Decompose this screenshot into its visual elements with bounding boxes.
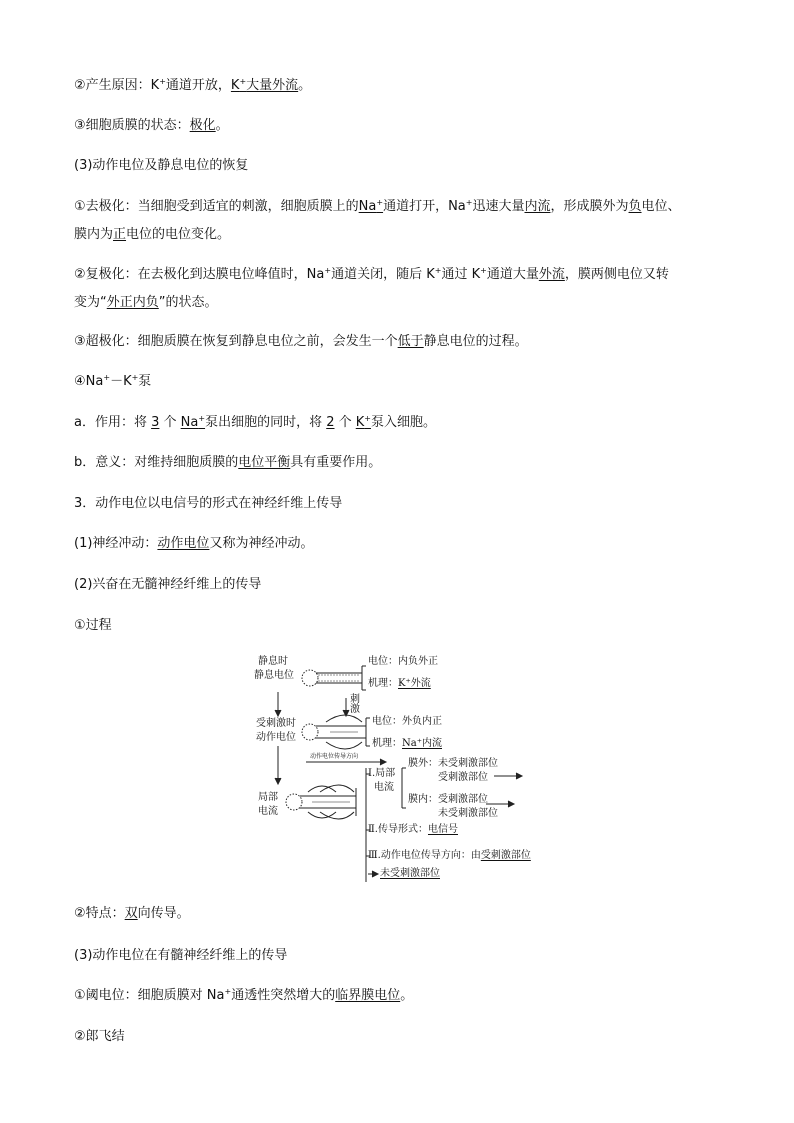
text: ②郎飞结	[74, 1029, 125, 1044]
answer: 电信号	[427, 824, 458, 835]
answer-underline	[181, 415, 205, 430]
answer: K	[230, 78, 240, 93]
text: 泵	[138, 374, 152, 389]
text: 变为“	[74, 295, 107, 310]
text: (3)动作电位及静息电位的恢复	[74, 158, 249, 173]
answer: Na⁺内流	[402, 738, 442, 749]
text: 通透性突然增大的	[231, 988, 336, 1003]
text-line-pump-function	[74, 415, 436, 431]
label-act-mechanism	[372, 738, 442, 750]
label-rest-potential-state: 电位：内负外正	[368, 656, 438, 667]
text: ①去极化：当细胞受到适宜的刺激，细胞质膜上的	[74, 199, 359, 214]
label-i: Ⅰ.局部	[368, 768, 396, 779]
superscript: +	[480, 266, 487, 275]
text: 。	[400, 988, 414, 1003]
superscript: +	[364, 414, 371, 423]
text: 电位的电位变化。	[126, 227, 231, 242]
arrow-head	[275, 710, 281, 716]
text: 泵入细胞。	[370, 415, 436, 430]
answer: 双	[124, 906, 138, 921]
section-heading-recovery	[74, 158, 248, 174]
section-heading-myelinated	[74, 948, 287, 964]
label-action-potential: 动作电位	[256, 732, 296, 743]
text: 通过 K	[441, 267, 481, 282]
answer: 极化	[189, 118, 216, 133]
local-current-fiber	[286, 785, 356, 819]
text: ”的状态。	[158, 295, 218, 310]
answer: Na	[180, 415, 199, 430]
answer: 电位平衡	[238, 455, 291, 470]
stimulated-fiber	[302, 715, 370, 749]
text-line-repolarization	[74, 267, 669, 283]
answer: 负	[628, 199, 642, 214]
text: b．意义：对维持细胞质膜的	[74, 455, 239, 470]
answer: 动作电位	[157, 536, 210, 551]
answer-underline	[356, 415, 371, 430]
answer: Na	[358, 199, 377, 214]
text: (3)动作电位在有髓神经纤维上的传导	[74, 948, 288, 963]
text: 个	[334, 415, 356, 430]
label-stimulated: 受刺激时	[256, 718, 296, 729]
answer: 3	[151, 415, 160, 430]
label-direction: 动作电位传导方向	[310, 753, 359, 760]
text: 向传导。	[137, 906, 190, 921]
superscript: +	[376, 198, 384, 207]
superscript: +	[159, 77, 166, 86]
text: 通道大量	[486, 267, 539, 282]
conduction-diagram	[250, 652, 550, 884]
text: 机理：	[368, 678, 398, 689]
text: 具有重要作用。	[290, 455, 382, 470]
text: 。	[298, 78, 312, 93]
answer: 2	[326, 415, 335, 430]
label-local-2: 电流	[258, 806, 278, 817]
text: 膜内为	[74, 227, 114, 242]
text: ①阈电位：细胞质膜对 Na	[74, 988, 225, 1003]
text: Ⅱ.传导形式：	[368, 824, 428, 835]
text: ①过程	[74, 618, 112, 633]
label-resting: 静息时	[258, 656, 288, 667]
text: 迅速大量	[472, 199, 525, 214]
text: ③细胞质膜的状态：	[74, 118, 190, 133]
text: 又称为神经冲动。	[209, 536, 314, 551]
section-heading-conduction	[74, 496, 342, 512]
text-line-depolarization	[74, 199, 681, 215]
answer: 正	[113, 227, 127, 242]
arrow-head	[380, 759, 386, 765]
text: a．作用：将	[74, 415, 152, 430]
text-line-pump-meaning	[74, 455, 381, 471]
text-line-depolarization-cont	[74, 227, 230, 243]
text-line-pump	[74, 374, 151, 390]
text: ②特点：	[74, 906, 125, 921]
label-resting-potential: 静息电位	[254, 670, 294, 681]
text: Ⅲ.动作电位传导方向：由	[368, 850, 481, 861]
text: ②产生原因：K	[74, 78, 160, 93]
label-iii-2	[380, 868, 440, 880]
label-local-1: 局部	[258, 792, 278, 803]
superscript: +	[239, 77, 247, 86]
superscript: +	[324, 266, 332, 275]
text: 3．动作电位以电信号的形式在神经纤维上传导	[74, 496, 343, 511]
text-line-hyperpolarization	[74, 334, 528, 350]
answer: K⁺外流	[398, 678, 431, 689]
text: 。	[215, 118, 229, 133]
answer: 大量外流	[246, 78, 299, 93]
text: ③超极化：细胞质膜在恢复到静息电位之前，会发生一个	[74, 334, 398, 349]
answer-underline	[231, 78, 298, 93]
label-in-1: 膜内：受刺激部位	[408, 794, 488, 805]
text-line-threshold	[74, 988, 413, 1004]
answer: 未受刺激部位	[380, 868, 440, 879]
text-line-repolarization-cont	[74, 295, 218, 311]
answer-underline	[359, 199, 383, 214]
label-ii	[368, 824, 458, 836]
text: ，膜两侧电位又转	[564, 267, 669, 282]
superscript: +	[198, 414, 206, 423]
answer: K	[355, 415, 365, 430]
label-act-potential-state: 电位：外负内正	[372, 716, 442, 727]
text: 通道开放，	[165, 78, 231, 93]
resting-fiber	[302, 666, 366, 690]
text: (1)神经冲动：	[74, 536, 158, 551]
arrow-head	[275, 778, 281, 784]
text: 个	[159, 415, 181, 430]
superscript: +	[224, 987, 232, 996]
text-line-feature	[74, 906, 190, 922]
answer: 外流	[538, 267, 565, 282]
text-line-ranvier	[74, 1029, 125, 1045]
text-line-nerve-impulse	[74, 536, 313, 552]
text: －K	[110, 374, 132, 389]
text-line-membrane-state	[74, 118, 229, 134]
label-i-2: 电流	[374, 782, 394, 793]
text-line-cause	[74, 78, 311, 94]
label-out-1: 膜外：未受刺激部位	[408, 758, 498, 769]
label-in-2: 未受刺激部位	[438, 808, 498, 819]
text: ④Na	[74, 374, 104, 389]
text: (2)兴奋在无髓神经纤维上的传导	[74, 577, 262, 592]
label-iii	[368, 850, 531, 862]
superscript: +	[131, 373, 139, 382]
answer: 内流	[524, 199, 551, 214]
text: ，形成膜外为	[550, 199, 629, 214]
label-rest-mechanism	[368, 678, 431, 690]
superscript: +	[465, 198, 473, 207]
answer: 受刺激部位	[480, 850, 531, 861]
superscript: +	[103, 373, 111, 382]
label-out-2: 受刺激部位	[438, 772, 488, 783]
answer: 外正内负	[106, 295, 159, 310]
text: 静息电位的过程。	[423, 334, 528, 349]
answer: 临界膜电位	[335, 988, 401, 1003]
answer: 低于	[397, 334, 424, 349]
text: 通道打开，Na	[383, 199, 466, 214]
text-line-process	[74, 618, 112, 634]
text: 通道关闭，随后 K	[331, 267, 435, 282]
text: ②复极化：在去极化到达膜电位峰值时，Na	[74, 267, 325, 282]
text-line-unmyelinated	[74, 577, 261, 593]
superscript: +	[434, 266, 442, 275]
text: 泵出细胞的同时，将	[205, 415, 327, 430]
text: 机理：	[372, 738, 402, 749]
label-stim-1: 刺	[350, 694, 360, 705]
text: 电位、	[641, 199, 681, 214]
label-stim-2: 激	[350, 704, 360, 715]
